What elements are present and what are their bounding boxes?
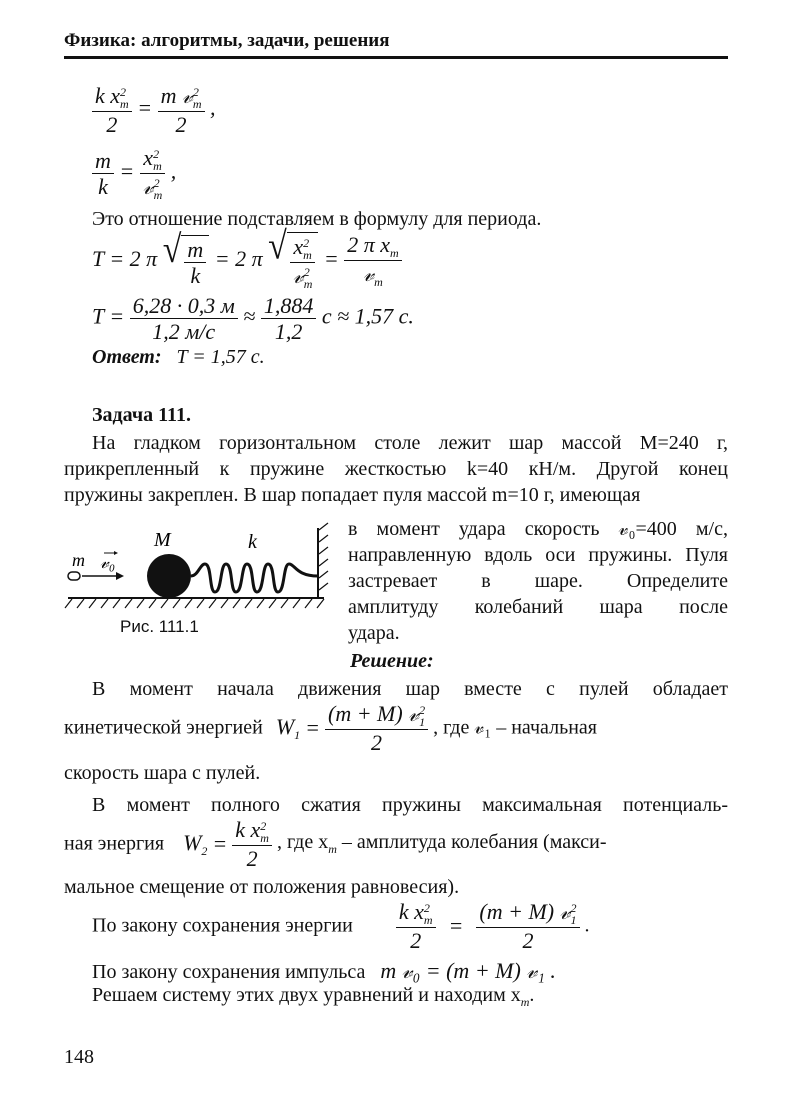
figure-label-M: M [154,529,171,551]
figure-spring-ball [62,520,337,615]
running-header [64,24,728,59]
task-title: Задача 111. [92,404,191,426]
formula-period: T = 2 π √ $\frac{m}{k}$ = 2 π √ x 2 m 𝓋 2 m = $\frac{2 \pi x_m}{𝓋_m}$ [92,232,402,290]
answer-value: T = 1,57 с. [176,346,265,368]
task-line-1: На гладком горизонтальном столе лежит шар массой M=240 г, [92,432,728,454]
solution-line-4: По закону сохранения импульса m 𝓋₀ = (m + M) 𝓋₁ . [92,958,556,983]
answer-label: Ответ: [92,346,162,368]
task-right-3: застревает в шаре. Определите [348,570,728,592]
task-right-2: направленную вдоль оси пружины. Пуля [348,544,728,566]
solution-label: Решение: [350,650,434,672]
task-line-2: прикрепленный к пружине жесткостью k=40 кН/м. Другой конец [64,458,728,480]
substitute-text: Это отношение подставляем в формулу для периода. [92,208,542,230]
answer-line [92,344,265,370]
solution-line-1d: скорость шара с пулей. [64,762,261,784]
figure-label-m: m [72,550,85,570]
task-line-3: пружины закреплен. В шар попадает пуля массой m=10 г, имеющая [64,484,641,506]
task-right-4: амплитуду колебаний шара после [348,596,728,618]
solution-line-2d: мальное смещение от положения равновесия). [64,876,460,898]
page-number: 148 [64,1046,94,1068]
solution-line-2b: ная энергия $W_2$ = k x 2 m 2 , где $x_m$ – амплитуда колебания (макси- [64,817,607,871]
solution-line-3: По закону сохранения энергии k x 2 m 2 = (m + M) 𝓋 2 1 2 . [92,899,590,953]
formula-period-numeric: T = $\frac{6,28 \cdot 0,3 м}{1,2 м/с}$ ≈ $\frac{1,884}{1,2}$ с ≈ 1,57 с. [92,293,414,345]
solution-line-1b: кинетической энергией $W_1$ = (m + M) 𝓋 2 1 2 , где 𝓋₁ – начальная [64,701,597,755]
figure-label-k: k [248,531,257,553]
figure-label-v0: 𝓋₀ [100,552,116,572]
formula-energy-equality: k x 2 m 2 = m 𝓋 2 m 2 , [92,84,216,136]
formula-mass-ratio: $\frac{m}{k}$ = x 2 m 𝓋 2 m , [92,146,176,201]
figure-caption: Рис. 111.1 [120,617,199,636]
task-right-5: удара. [348,622,400,644]
solution-line-5: Решаем систему этих двух уравнений и находим $x_m$. [92,984,535,1009]
solution-line-1a: В момент начала движения шар вместе с пулей обладает [92,678,728,700]
header-title: Физика: алгоритмы, задачи, решения [64,30,390,51]
solution-line-2a: В момент полного сжатия пружины максимальная потенциаль- [92,794,728,816]
task-right-1: в момент удара скорость 𝓋₀=400 м/с, [348,518,728,540]
